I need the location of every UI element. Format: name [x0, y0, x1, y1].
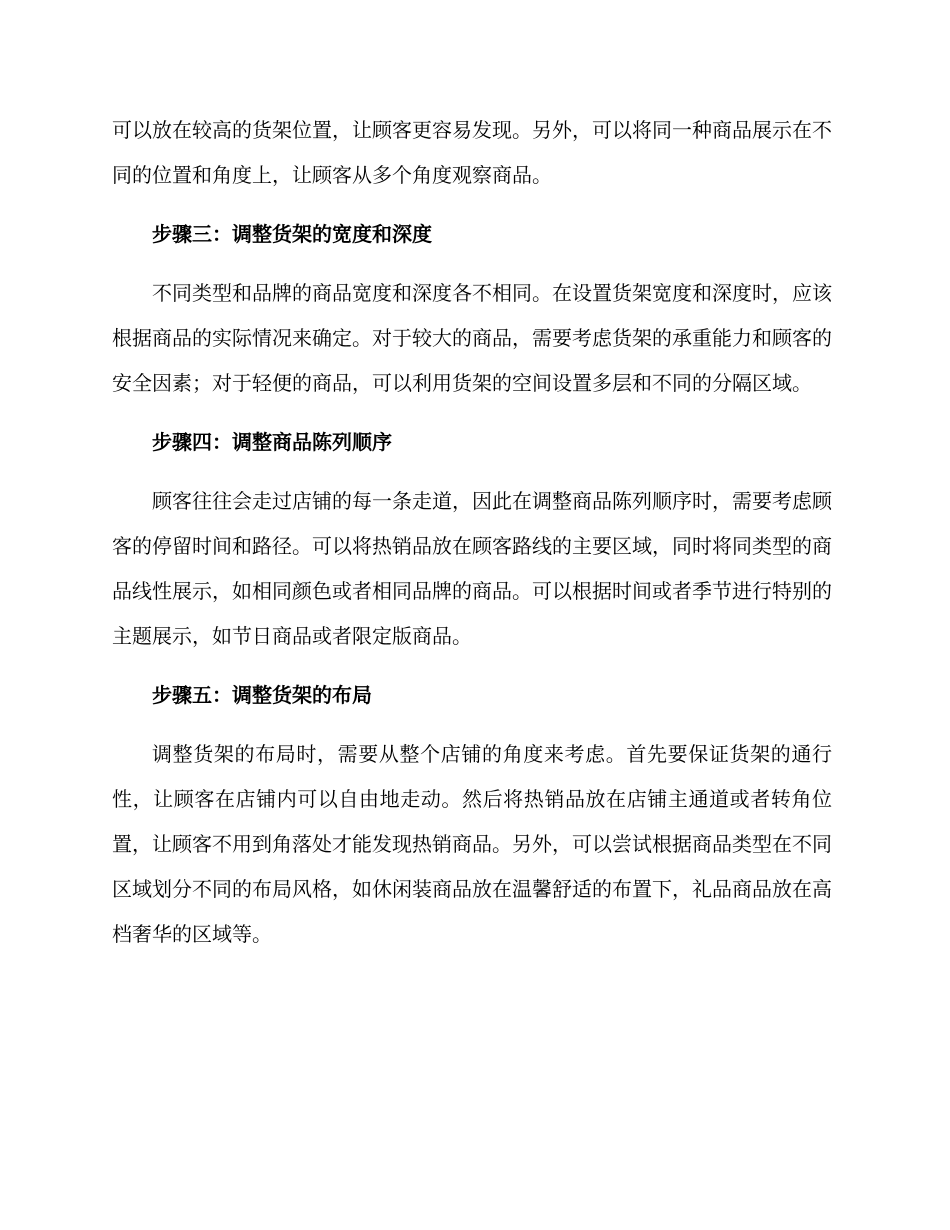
spacer: [112, 257, 832, 271]
section-heading-step-three: 步骤三：调整货架的宽度和深度: [152, 222, 432, 246]
section-body-step-five: 调整货架的布局时，需要从整个店铺的角度来考虑。首先要保证货架的通行性，让顾客在店铺内可以自由地走动。然后将热销品放在店铺主通道或者转角位置，让顾客不用到角落处才能发现热销商品。另外，可以尝试根据商品类型在不同区域划分不同的布局风格，如休闲装商品放在温馨舒适的布置下，礼品商品放在高档奢华的区域等。: [112, 742, 832, 946]
section-heading-step-five: 步骤五：调整货架的布局: [152, 683, 372, 707]
spacer: [112, 718, 832, 732]
section-heading-step-four: 步骤四：调整商品陈列顺序: [152, 430, 392, 454]
document-content: [112, 108, 832, 957]
section-body-step-four: 顾客往往会走过店铺的每一条走道，因此在调整商品陈列顺序时，需要考虑顾客的停留时间和路径。可以将热销品放在顾客路线的主要区域，同时将同类型的商品线性展示，如相同颜色或者相同品牌的商品。可以根据时间或者季节进行特别的主题展示，如节日商品或者限定版商品。: [112, 489, 832, 648]
spacer: [112, 659, 832, 673]
spacer: [112, 198, 832, 212]
spacer: [112, 465, 832, 479]
intro-paragraph: 可以放在较高的货架位置，让顾客更容易发现。另外，可以将同一种商品展示在不同的位置和角度上，让顾客从多个角度观察商品。: [112, 118, 832, 187]
section-body-step-three: 不同类型和品牌的商品宽度和深度各不相同。在设置货架宽度和深度时，应该根据商品的实际情况来确定。对于较大的商品，需要考虑货架的承重能力和顾客的安全因素；对于轻便的商品，可以利用货架的空间设置多层和不同的分隔区域。: [112, 281, 832, 395]
spacer: [112, 406, 832, 420]
